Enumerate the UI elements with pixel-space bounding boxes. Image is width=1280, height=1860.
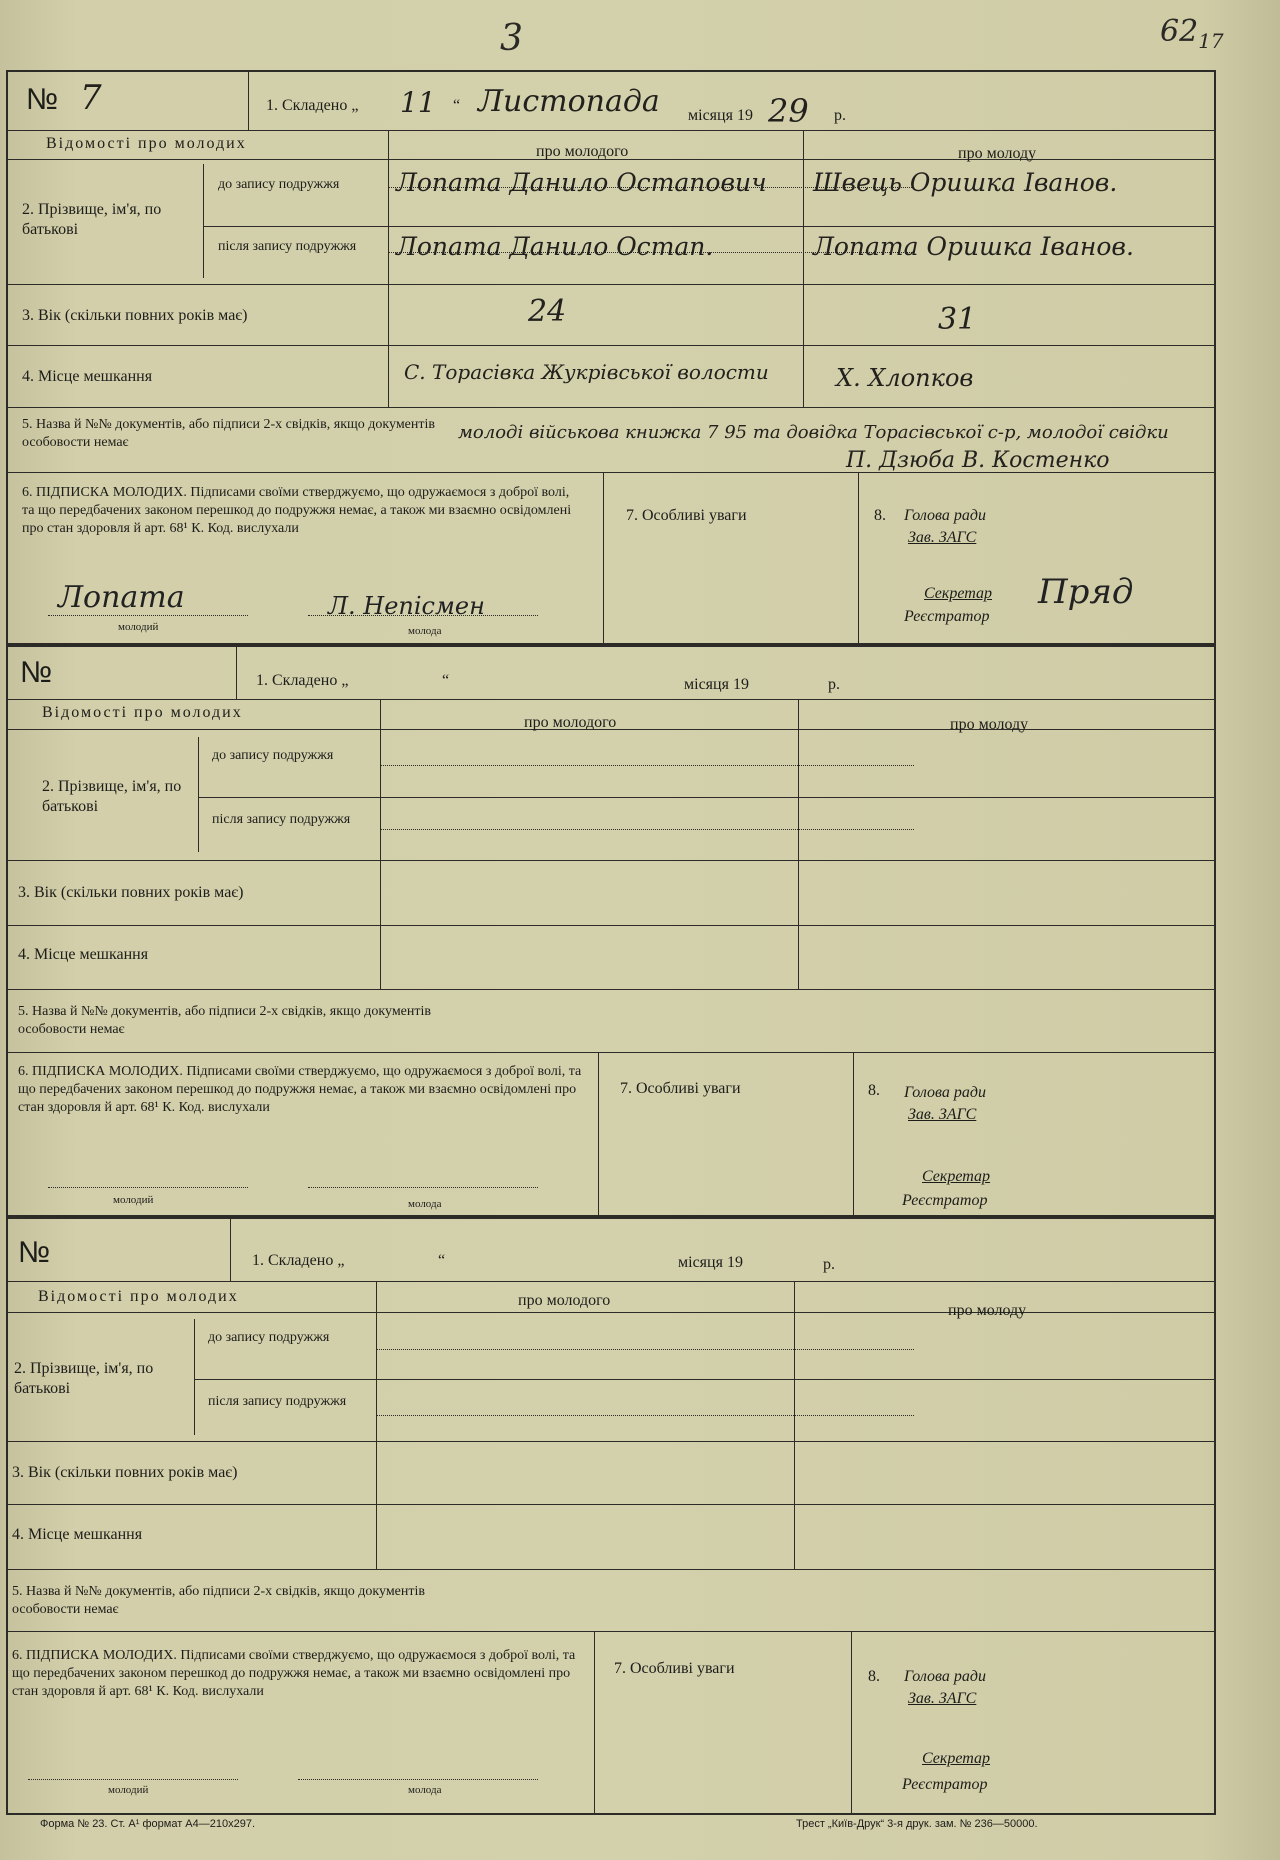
registrar-label: Реєстратор [904, 608, 990, 625]
item4-label: 4. Місце мешкання [22, 368, 153, 385]
quote-mark: “ [453, 97, 461, 114]
about-groom-label: про молодого [536, 143, 629, 160]
info-header: Відомості про молодих [38, 1288, 239, 1305]
secretary-signature: Пряд [1038, 572, 1134, 612]
registrar-label: Реєстратор [902, 1192, 988, 1209]
about-groom-label: про молодого [524, 714, 617, 731]
bride-name-after: Лопата Оришка Іванов. [813, 232, 1134, 261]
after-marriage-label: після запису подружжя [208, 1394, 347, 1409]
archive-number [1160, 14, 1224, 53]
bride-signature: Л. Непісмен [328, 592, 485, 620]
head-of-council: Голова ради [904, 1084, 986, 1101]
before-marriage-label: до запису подружжя [218, 177, 340, 192]
about-bride-label: про молоду [950, 716, 1029, 733]
groom-signature-label: молодий [118, 621, 159, 633]
item6-title: 6. ПІДПИСКА МОЛОДИХ. [18, 1064, 183, 1079]
item6-text [12, 1647, 582, 1701]
sheet-number: 3 [500, 18, 523, 59]
before-marriage-label: до запису подружжя [212, 748, 334, 763]
item6-title: 6. ПІДПИСКА МОЛОДИХ. [22, 485, 187, 500]
item6-body: Підписами своїми стверджуємо, що одружаємося з доброї волі, та що передбачених законом перешкод до подружжя немає, а також ми взаємно освідомлені про стан здоровля й арт. 68¹ К. Код. вислухали [12, 1648, 576, 1699]
archive-number-main: 62 [1160, 14, 1199, 49]
info-header: Відомості про молодих [42, 704, 243, 721]
compiled-label: 1. Складено „ [266, 97, 359, 114]
registrar-label: Реєстратор [902, 1776, 988, 1793]
month-label: місяця 19 [684, 676, 749, 693]
item6-text [22, 484, 582, 538]
item4-label: 4. Місце мешкання [12, 1526, 143, 1543]
item8-label: 8. [868, 1668, 880, 1685]
record-number-label: № [26, 83, 59, 116]
item3-label: 3. Вік (скільки повних років має) [18, 884, 244, 901]
item6-title: 6. ПІДПИСКА МОЛОДИХ. [12, 1648, 177, 1663]
bride-signature-label: молода [408, 1784, 442, 1796]
bride-residence: Х. Хлопков [836, 364, 974, 392]
groom-signature: Лопата [58, 580, 185, 615]
info-header: Відомості про молодих [46, 135, 247, 152]
secretary-label: Секретар [922, 1168, 991, 1185]
bride-name-before: Швець Оришка Іванов. [813, 168, 1118, 197]
item2-label: 2. Прізвище, ім'я, по батькові [14, 1360, 154, 1397]
groom-age: 24 [528, 294, 567, 329]
item7-label: 7. Особливі уваги [614, 1660, 735, 1677]
groom-name-after: Лопата Данило Остап. [396, 232, 714, 261]
head-zags: Зав. ЗАГС [908, 529, 977, 546]
item7-label: 7. Особливі уваги [626, 507, 747, 524]
year-suffix: р. [834, 107, 846, 124]
head-zags: Зав. ЗАГС [908, 1690, 977, 1707]
about-groom-label: про молодого [518, 1292, 611, 1309]
item6-text [18, 1063, 588, 1117]
groom-signature-label: молодий [113, 1194, 154, 1206]
record-number-label: № [18, 1236, 51, 1269]
groom-residence: С. Торасівка Жукрівської волости [404, 360, 769, 384]
before-marriage-label: до запису подружжя [208, 1330, 330, 1345]
record-number-label: № [20, 656, 53, 689]
bride-age: 31 [938, 302, 977, 337]
item3-label: 3. Вік (скільки повних років має) [12, 1464, 238, 1481]
year-suffix: р. [828, 676, 840, 693]
witnesses-text: П. Дзюба В. Костенко [846, 448, 1110, 473]
record-2 [6, 645, 1216, 1217]
quote-mark: “ [442, 672, 450, 689]
head-of-council: Голова ради [904, 507, 986, 524]
item6-body: Підписами своїми стверджуємо, що одружаємося з доброї волі, та що передбачених законом перешкод до подружжя немає, а також ми взаємно освідомлені про стан здоровля й арт. 68¹ К. Код. вислухали [22, 485, 572, 536]
item7-label: 7. Особливі уваги [620, 1080, 741, 1097]
year-suffix: р. [823, 1256, 835, 1273]
head-of-council: Голова ради [904, 1668, 986, 1685]
footer-form-info: Форма № 23. Ст. А¹ формат А4—210х297. [40, 1818, 256, 1830]
groom-name-before: Лопата Данило Остапович [396, 168, 767, 197]
compiled-label: 1. Складено „ [256, 672, 349, 689]
item2-label: 2. Прізвище, ім'я, по батькові [22, 201, 162, 238]
archive-number-sub: 17 [1198, 29, 1224, 53]
about-bride-label: про молоду [958, 145, 1037, 162]
compiled-day: 11 [400, 86, 436, 119]
record-1 [6, 70, 1216, 645]
month-label: місяця 19 [688, 107, 753, 124]
after-marriage-label: після запису подружжя [212, 812, 351, 827]
item5-label: 5. Назва й №№ документів, або підписи 2-х свідків, якщо документів особовости немає [12, 1584, 426, 1617]
secretary-label: Секретар [922, 1750, 991, 1767]
item6-body: Підписами своїми стверджуємо, що одружаємося з доброї волі, та що передбачених законом перешкод до подружжя немає, а також ми взаємно освідомлені про стан здоровля й арт. 68¹ К. Код. вислухали [18, 1064, 582, 1115]
bride-signature-label: молода [408, 625, 442, 637]
item5-label: 5. Назва й №№ документів, або підписи 2-х свідків, якщо документів особовости немає [18, 1004, 432, 1037]
footer-printer-info: Трест „Київ-Друк“ 3-я друк. зам. № 236—50000. [796, 1818, 1038, 1830]
record-number: 7 [80, 78, 102, 118]
documents-text: молоді військова книжка 7 95 та довідка Торасівської с-р, молодої свідки [458, 422, 1169, 443]
record-3 [6, 1217, 1216, 1815]
secretary-label: Секретар [924, 585, 993, 602]
item2-label: 2. Прізвище, ім'я, по батькові [42, 778, 182, 815]
month-label: місяця 19 [678, 1254, 743, 1271]
compiled-month: Листопада [478, 84, 660, 119]
head-zags: Зав. ЗАГС [908, 1106, 977, 1123]
item8-label: 8. [868, 1082, 880, 1099]
bride-signature-label: молода [408, 1198, 442, 1210]
compiled-label: 1. Складено „ [252, 1252, 345, 1269]
compiled-year: 29 [768, 92, 809, 130]
item3-label: 3. Вік (скільки повних років має) [22, 307, 248, 324]
item5-label: 5. Назва й №№ документів, або підписи 2-х свідків, якщо документів особовости немає [22, 417, 436, 450]
about-bride-label: про молоду [948, 1302, 1027, 1319]
quote-mark: “ [438, 1252, 446, 1269]
item4-label: 4. Місце мешкання [18, 946, 149, 963]
item8-label: 8. [874, 507, 886, 524]
groom-signature-label: молодий [108, 1784, 149, 1796]
after-marriage-label: після запису подружжя [218, 239, 357, 254]
